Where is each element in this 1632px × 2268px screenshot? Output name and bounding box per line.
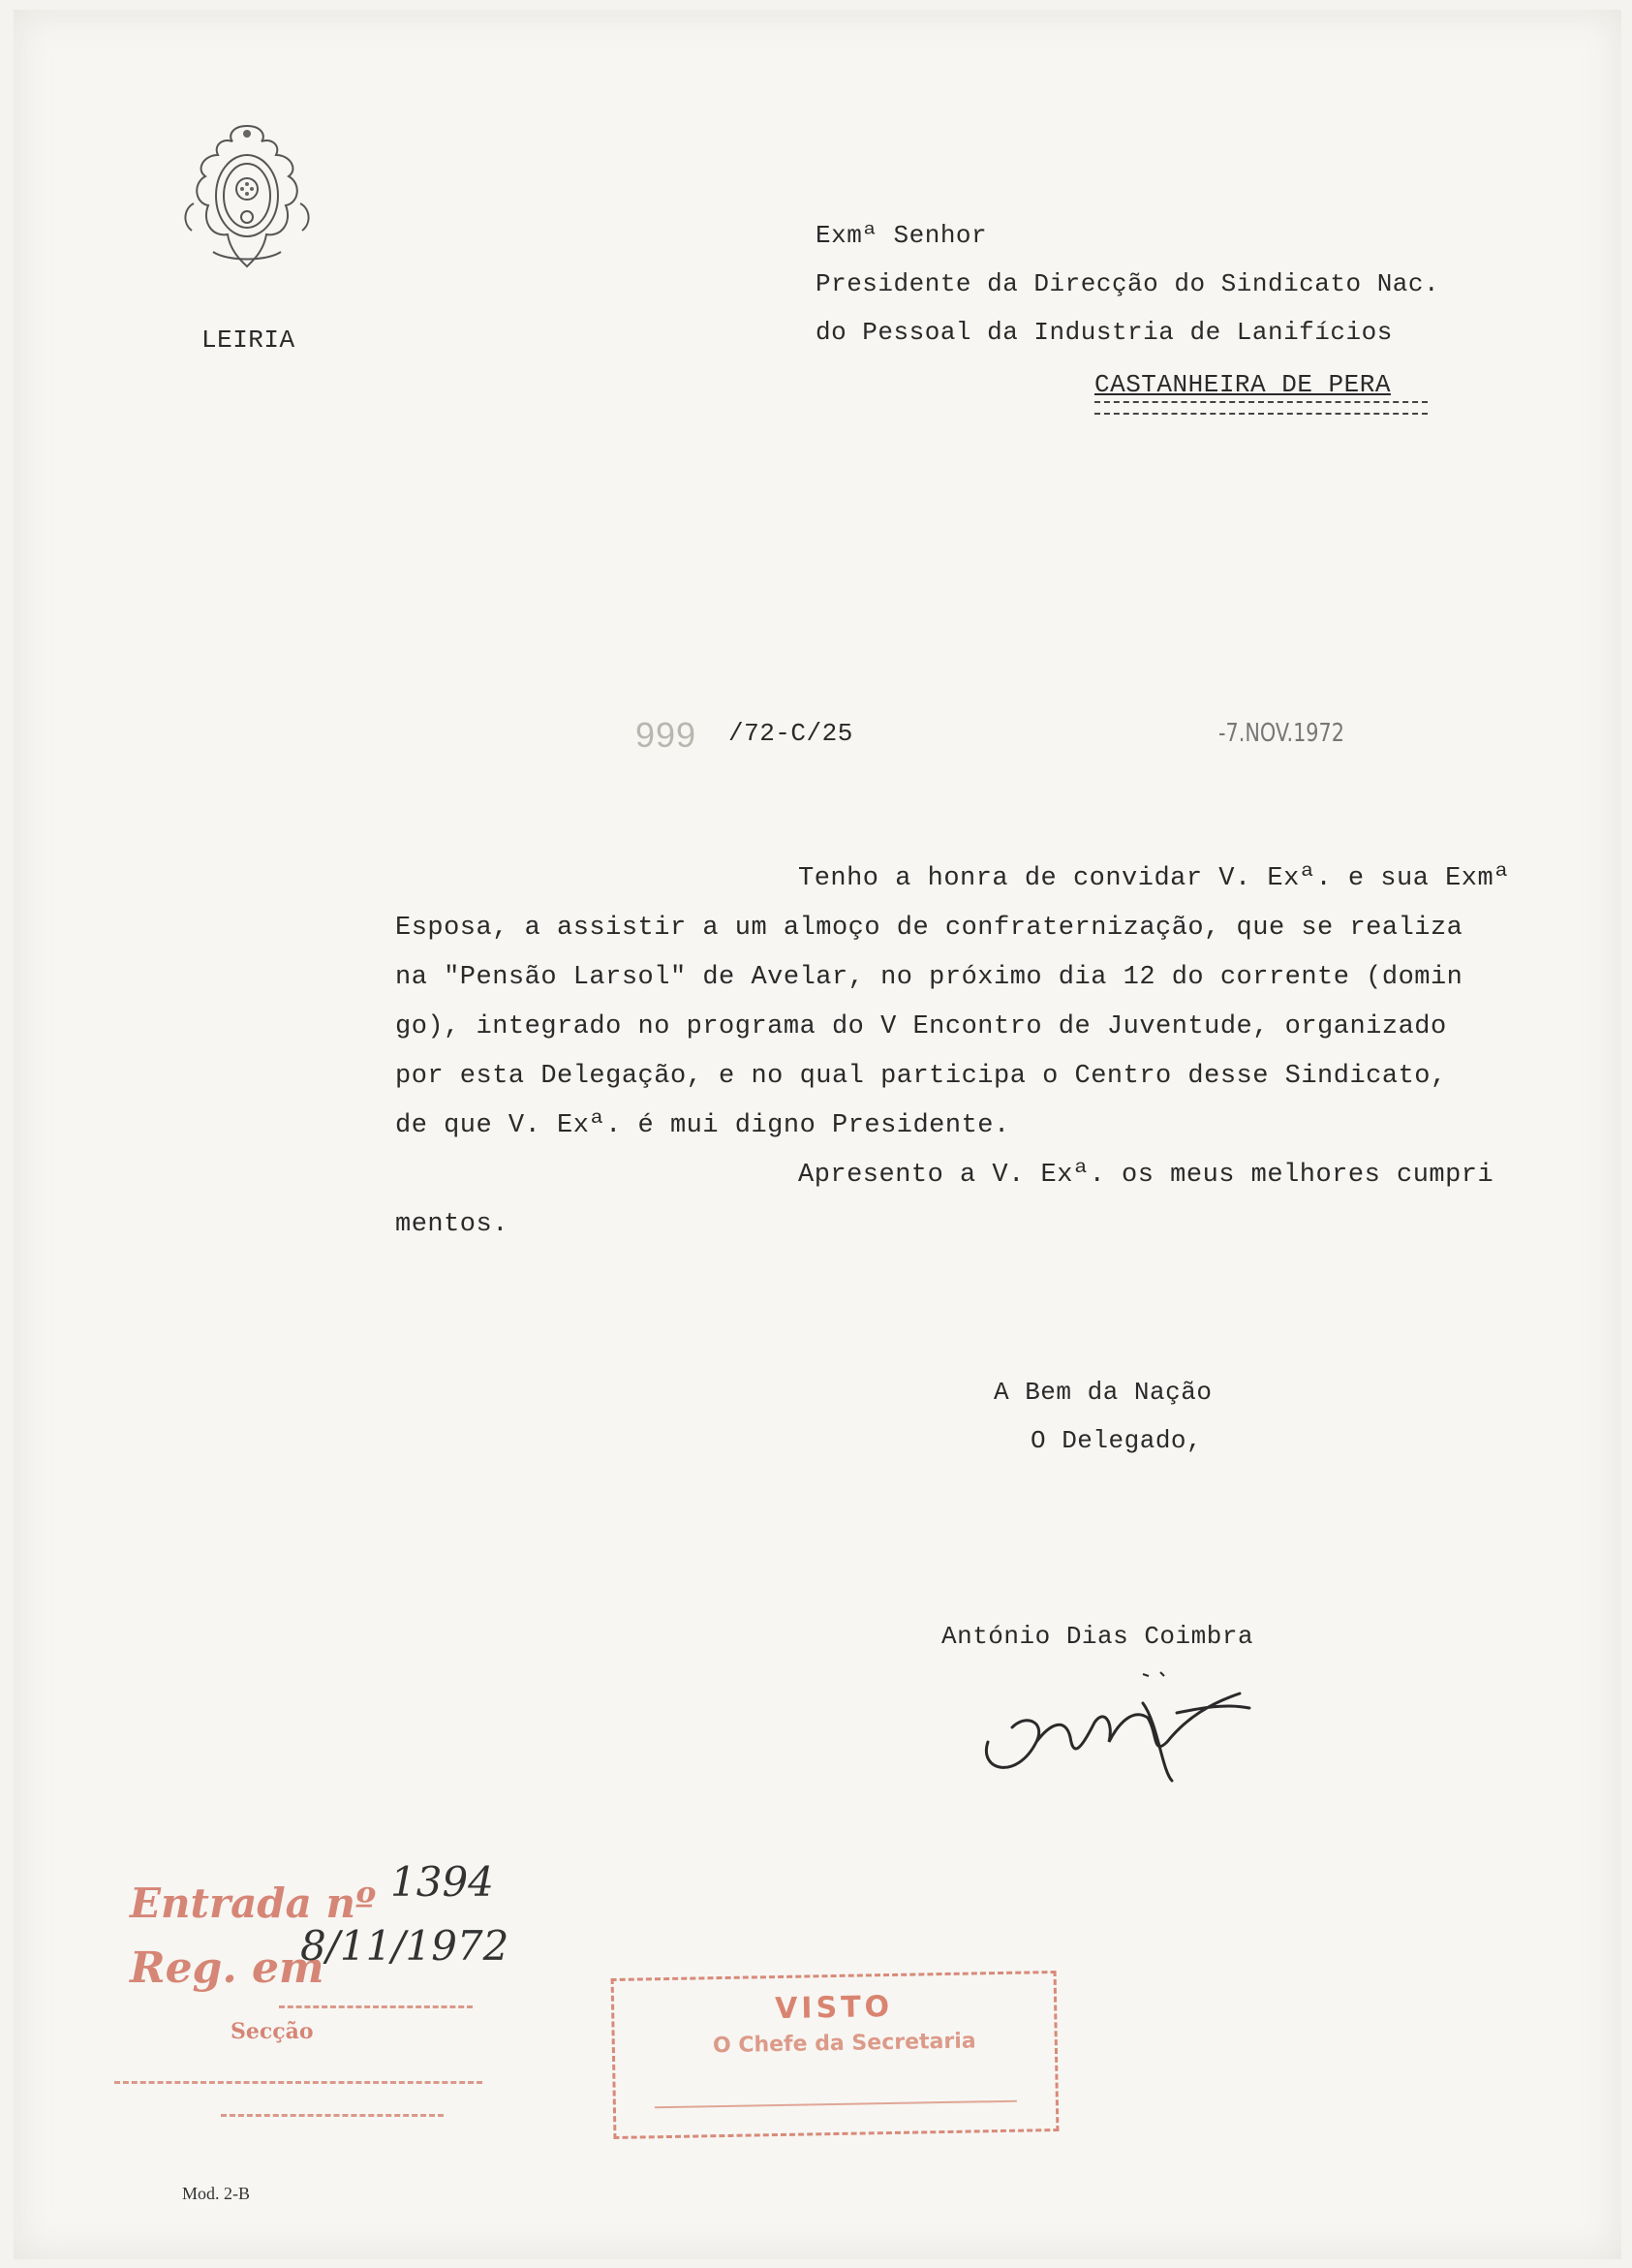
recipient-place: CASTANHEIRA DE PERA — [1094, 370, 1391, 399]
closing-salutation: A Bem da Nação — [994, 1378, 1213, 1407]
date-stamp: -7.NOV.1972 — [1218, 719, 1345, 748]
body-paragraph-1: Tenho a honra de convidar V. Exª. e sua Exmª Esposa, a assistir a um almoço de confraternização, que se realiza na "Pensão Larsol" de Avelar, no próximo dia 12 do corrente (domin go), integrado no programa do V Encontro de Juventude, organizado por esta Delegação, e no qual participa o Centro desse Sindicato, de que V. Exª. é mui digno Presidente. — [395, 864, 1510, 1140]
receipt-section-label: Secção — [231, 2019, 314, 2044]
visto-stamp — [611, 1971, 1060, 2139]
receipt-entry-number: 1394 — [390, 1858, 494, 1906]
recipient-title: Presidente da Direcção do Sindicato Nac. — [816, 269, 1440, 298]
reference-code: /72-C/25 — [728, 719, 853, 748]
receipt-stamp — [114, 1860, 540, 2131]
handwritten-signature — [959, 1664, 1346, 1790]
receipt-entry-date: 8/11/1972 — [300, 1922, 509, 1970]
signer-name: António Dias Coimbra — [941, 1622, 1254, 1651]
visto-stamp-title: VISTO — [774, 1989, 894, 2027]
recipient-organization: do Pessoal da Industria de Lanifícios — [816, 318, 1393, 347]
receipt-entry-label: Entrada nº — [130, 1880, 377, 1927]
double-underline-divider — [1094, 401, 1428, 415]
letterhead-city: LEIRIA — [201, 326, 295, 355]
receipt-line — [221, 2114, 444, 2117]
body-paragraph-2: Apresento a V. Exª. os meus melhores cumpri mentos. — [395, 1161, 1494, 1239]
closing-title: O Delegado, — [1031, 1426, 1203, 1455]
receipt-line — [279, 2005, 473, 2008]
receipt-reg-label: Reg. em — [130, 1943, 324, 1993]
visto-stamp-subtitle: O Chefe da Secretaria — [712, 2029, 976, 2059]
recipient-salutation: Exmª Senhor — [816, 221, 988, 250]
recipient-address — [816, 211, 1439, 357]
form-model-label: Mod. 2-B — [182, 2184, 251, 2203]
letter-body — [395, 854, 1510, 1250]
receipt-line — [114, 2081, 482, 2084]
coat-of-arms-icon — [174, 116, 320, 276]
reference-stamped-number: 999 — [635, 715, 697, 755]
visto-stamp-line — [655, 2100, 1017, 2109]
